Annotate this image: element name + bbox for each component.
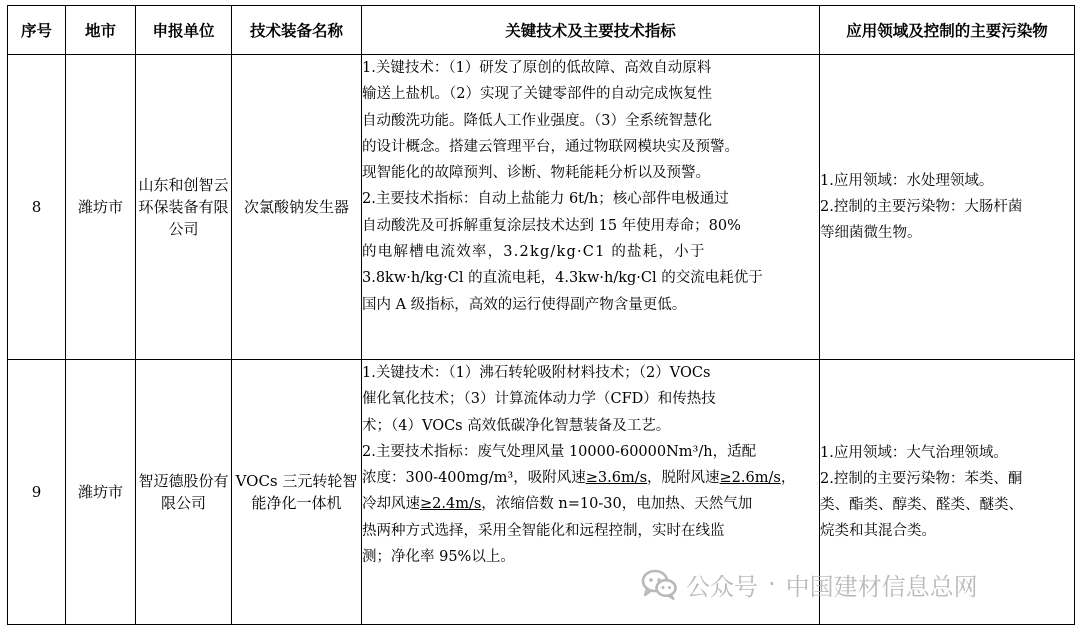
app-line: 1.应用领域：大气治理领域。 bbox=[820, 445, 1008, 461]
app-line: 1.应用领域：水处理领域。 bbox=[820, 173, 994, 189]
tech-line: 1.关键技术：（1）研发了原创的低故障、高效自动原料 bbox=[362, 60, 712, 76]
underlined-value: ≥2.4m/s bbox=[420, 496, 482, 513]
header-application: 应用领域及控制的主要污染物 bbox=[820, 6, 1075, 55]
tech-line: 自动酸洗功能。降低人工作业强度。（3）全系统智慧化 bbox=[362, 112, 712, 129]
header-company: 申报单位 bbox=[136, 6, 232, 55]
underlined-value: ≥3.6m/s bbox=[585, 470, 648, 487]
cell-no: 9 bbox=[8, 360, 66, 625]
tech-line: 输送上盐机。（2）实现了关键零部件的自动完成恢复性 bbox=[362, 86, 712, 103]
app-line: 2.控制的主要污染物：大肠杆菌 bbox=[820, 199, 1023, 215]
watermark-separator: · bbox=[768, 570, 776, 598]
header-equipment: 技术装备名称 bbox=[232, 6, 362, 55]
app-line: 2.控制的主要污染物：苯类、酮 bbox=[820, 471, 1023, 487]
tech-line: 热两种方式选择，采用全智能化和远程控制，实时在线监 bbox=[362, 522, 725, 539]
tech-line: 3.8kw·h/kg·Cl 的直流电耗，4.3kw·h/kg·Cl 的交流电耗优于 bbox=[362, 270, 763, 287]
cell-application bbox=[820, 55, 1075, 360]
header-row bbox=[8, 6, 1075, 55]
tech-line: 国内 A 级指标，高效的运行使得副产物含量更低。 bbox=[362, 296, 687, 313]
tech-line: 自动酸洗及可拆解重复涂层技术达到 15 年使用寿命；80% bbox=[362, 217, 741, 234]
watermark bbox=[640, 566, 978, 602]
tech-line: 的设计概念。搭建云管理平台，通过物联网模块实及预警。 bbox=[362, 138, 739, 155]
cell-company: 山东和创智云环保装备有限公司 bbox=[136, 55, 232, 360]
wechat-icon bbox=[640, 568, 678, 600]
tech-line: 的电解槽电流效率，3.2kg/kg·C1 的盐耗，小于 bbox=[362, 244, 706, 261]
cell-city: 潍坊市 bbox=[66, 360, 136, 625]
watermark-prefix: 公众号 bbox=[686, 572, 758, 601]
tech-line: 测；净化率 95%以上。 bbox=[362, 549, 515, 566]
header-key-tech: 关键技术及主要技术指标 bbox=[362, 6, 820, 55]
pollution-tech-table bbox=[7, 5, 1075, 625]
cell-equipment: VOCs 三元转轮智能净化一体机 bbox=[232, 360, 362, 625]
header-no: 序号 bbox=[8, 6, 66, 55]
cell-equipment: 次氯酸钠发生器 bbox=[232, 55, 362, 360]
cell-company: 智迈德股份有限公司 bbox=[136, 360, 232, 625]
cell-city: 潍坊市 bbox=[66, 55, 136, 360]
tech-line: 浓度：300-400mg/m³，吸附风速≥3.6m/s，脱附风速≥2.6m/s， bbox=[362, 470, 796, 487]
tech-line: 2.主要技术指标：废气处理风量 10000-60000Nm³/h，适配 bbox=[362, 443, 757, 460]
tech-line: 术；（4）VOCs 高效低碳净化智慧装备及工艺。 bbox=[362, 417, 671, 434]
tech-line: 2.主要技术指标：自动上盐能力 6t/h；核心部件电极通过 bbox=[362, 191, 729, 208]
underlined-value: ≥2.6m/s bbox=[719, 470, 781, 487]
cell-key-tech bbox=[362, 55, 820, 360]
tech-line: 催化氧化技术；（3）计算流体动力学（CFD）和传热技 bbox=[362, 391, 716, 408]
tech-line: 冷却风速≥2.4m/s，浓缩倍数 n=10-30，电加热、天然气加 bbox=[362, 496, 753, 513]
tech-line: 现智能化的故障预判、诊断、物耗能耗分析以及预警。 bbox=[362, 165, 710, 182]
app-line: 烷类和其混合类。 bbox=[820, 523, 936, 539]
table-row bbox=[8, 55, 1075, 360]
app-line: 等细菌微生物。 bbox=[820, 225, 922, 241]
cell-no: 8 bbox=[8, 55, 66, 360]
header-city: 地市 bbox=[66, 6, 136, 55]
app-line: 类、酯类、醇类、醛类、醚类、 bbox=[820, 497, 1023, 513]
watermark-name: 中国建材信息总网 bbox=[785, 572, 978, 601]
tech-line: 1.关键技术：（1）沸石转轮吸附材料技术；（2）VOCs bbox=[362, 365, 711, 381]
